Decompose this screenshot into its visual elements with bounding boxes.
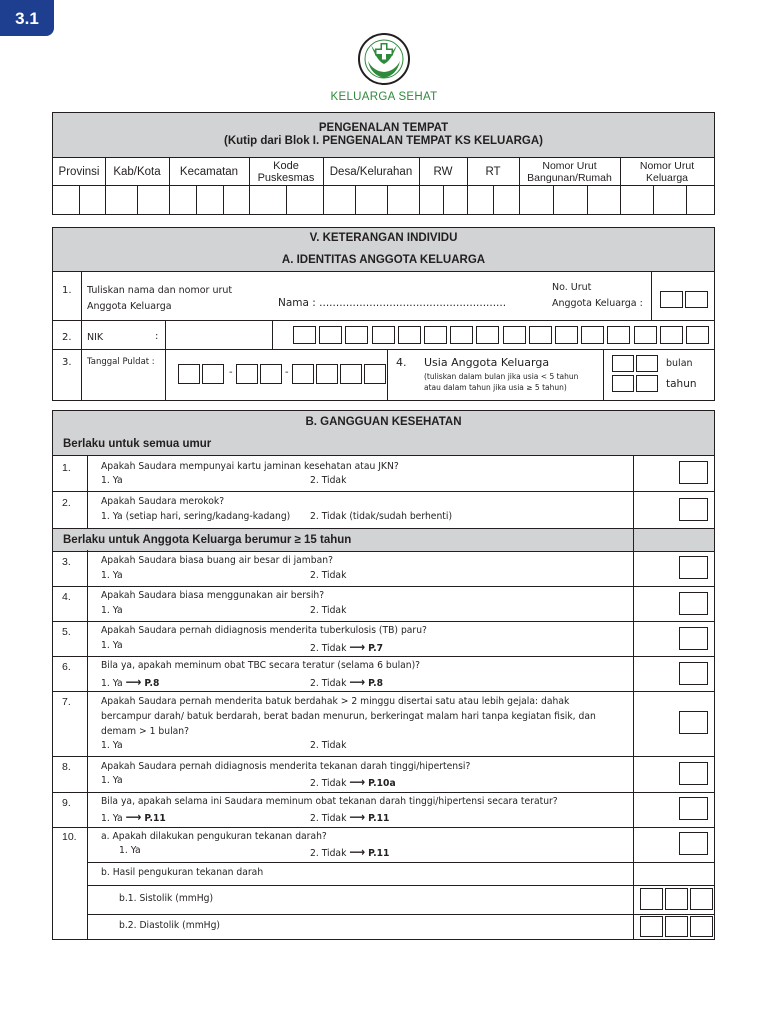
section-15-plus: Berlaku untuk Anggota Keluarga berumur ≥ 15 tahun xyxy=(53,528,714,552)
gangguan-title: B. GANGGUAN KESEHATAN xyxy=(53,411,714,434)
col-nomor-urut-keluarga: Nomor Urut Keluarga xyxy=(639,160,695,184)
nik-digit-box[interactable] xyxy=(607,326,630,344)
no-urut-box-1[interactable] xyxy=(660,291,683,308)
q2-option-tidak: 2. Tidak (tidak/sudah berhenti) xyxy=(310,511,453,522)
page-number-tag: 3.1 xyxy=(0,0,54,36)
q2-answer-box[interactable] xyxy=(679,498,708,521)
nik-digit-box[interactable] xyxy=(293,326,316,344)
q1-answer-box[interactable] xyxy=(679,461,708,484)
q5-option-ya: 1. Ya xyxy=(101,640,123,651)
usia-note-2: atau dalam tahun jika usia ≥ 5 tahun) xyxy=(424,383,567,392)
q7-number: 7. xyxy=(62,696,71,708)
date-digit-box[interactable] xyxy=(178,364,200,384)
q7-text-line3: demam > 1 bulan? xyxy=(101,726,189,737)
date-dash-2: - xyxy=(285,367,289,378)
date-dash-1: - xyxy=(229,367,233,378)
q3-option-ya: 1. Ya xyxy=(101,570,123,581)
q6-tidak-label: 2. Tidak xyxy=(310,678,347,689)
tempat-subtitle: (Kutip dari Blok I. PENGENALAN TEMPAT KS KELUARGA) xyxy=(223,135,544,147)
q9-option-ya xyxy=(101,810,166,824)
q2-text: Apakah Saudara merokok? xyxy=(101,496,225,507)
q7-answer-box[interactable] xyxy=(679,711,708,734)
q8-text: Apakah Saudara pernah didiagnosis menderita tekanan darah tinggi/hipertensi? xyxy=(101,761,471,772)
q7-option-tidak: 2. Tidak xyxy=(310,740,347,751)
q10a-skip-target: P.11 xyxy=(368,848,390,859)
nik-digit-box[interactable] xyxy=(319,326,342,344)
q9-ya-skip-target: P.11 xyxy=(144,813,166,824)
q1-number: 1. xyxy=(62,462,71,474)
q3-answer-box[interactable] xyxy=(679,556,708,579)
col-kabkota: Kab/Kota xyxy=(113,166,161,178)
q9-tidak-skip-target: P.11 xyxy=(368,813,390,824)
tanggal-puldat-label: Tanggal Puldat : xyxy=(87,357,155,367)
gangguan-kesehatan-table xyxy=(52,410,715,940)
q4-option-tidak: 2. Tidak xyxy=(310,605,347,616)
no-urut-box-2[interactable] xyxy=(685,291,708,308)
col-nomor-urut-bangunan: Nomor Urut Bangunan/Rumah xyxy=(527,160,612,184)
q4-answer-box[interactable] xyxy=(679,592,708,615)
q2-option-ya: 1. Ya (setiap hari, sering/kadang-kadang) xyxy=(101,511,291,522)
q6-ya-label: 1. Ya xyxy=(101,678,123,689)
q3-text: Apakah Saudara biasa buang air besar di jamban? xyxy=(101,555,333,566)
q3-option-tidak: 2. Tidak xyxy=(310,570,347,581)
q6-number: 6. xyxy=(62,661,71,673)
tempat-title: PENGENALAN TEMPAT xyxy=(318,122,449,134)
date-digit-box[interactable] xyxy=(202,364,224,384)
diastolik-box-3[interactable] xyxy=(690,916,713,937)
nik-colon: : xyxy=(155,331,159,342)
anggota-keluarga-label: Anggota Keluarga : xyxy=(552,298,643,309)
nik-digit-box[interactable] xyxy=(686,326,709,344)
q9-answer-box[interactable] xyxy=(679,797,708,820)
q10b1-label: b.1. Sistolik (mmHg) xyxy=(119,893,214,904)
q4-number: 4. xyxy=(62,591,71,603)
usia-label: Usia Anggota Keluarga xyxy=(424,356,550,369)
nik-digit-box[interactable] xyxy=(634,326,657,344)
date-digit-box[interactable] xyxy=(364,364,386,384)
row2-number: 2. xyxy=(62,332,72,343)
q8-option-ya: 1. Ya xyxy=(101,775,123,786)
q9-text: Bila ya, apakah selama ini Saudara meminum obat tekanan darah tinggi/hipertensi secara teratur? xyxy=(101,796,558,807)
nik-digit-box[interactable] xyxy=(660,326,683,344)
col-desa-kelurahan: Desa/Kelurahan xyxy=(329,166,413,178)
q6-ya-skip-target: P.8 xyxy=(144,678,160,689)
q4-option-ya: 1. Ya xyxy=(101,605,123,616)
q10b-text: b. Hasil pengukuran tekanan darah xyxy=(101,867,264,878)
keterangan-individu-table xyxy=(52,227,715,401)
q9-ya-label: 1. Ya xyxy=(101,813,123,824)
col-kode-puskesmas: Kode Puskesmas xyxy=(257,160,315,184)
date-digit-box[interactable] xyxy=(340,364,362,384)
q10a-text: a. Apakah dilakukan pengukuran tekanan darah? xyxy=(101,831,327,842)
nik-digit-box[interactable] xyxy=(345,326,368,344)
q6-option-tidak xyxy=(310,675,383,689)
row3-number: 3. xyxy=(62,357,72,368)
nik-digit-box[interactable] xyxy=(503,326,526,344)
date-digit-box[interactable] xyxy=(236,364,258,384)
nik-digit-box[interactable] xyxy=(450,326,473,344)
q2-number: 2. xyxy=(62,497,71,509)
q4-text: Apakah Saudara biasa menggunakan air bersih? xyxy=(101,590,325,601)
bulan-label: bulan xyxy=(666,358,693,369)
q10-number: 10. xyxy=(62,831,77,843)
q5-option-tidak xyxy=(310,640,383,654)
tahun-label: tahun xyxy=(666,378,697,390)
q8-option-tidak xyxy=(310,775,396,789)
q1-text: Apakah Saudara mempunyai kartu jaminan kesehatan atau JKN? xyxy=(101,461,399,472)
skip-arrow-icon: ⟶ xyxy=(349,810,366,824)
q7-text-line1: Apakah Saudara pernah menderita batuk berdahak > 2 minggu disertai satu atau lebih gejala: dahak xyxy=(101,696,570,707)
nik-label: NIK xyxy=(87,332,104,343)
nik-digit-box[interactable] xyxy=(529,326,552,344)
date-digit-box[interactable] xyxy=(260,364,282,384)
diastolik-box-2[interactable] xyxy=(665,916,688,937)
nik-digit-box[interactable] xyxy=(581,326,604,344)
sistolik-box-1[interactable] xyxy=(640,888,663,910)
skip-arrow-icon: ⟶ xyxy=(125,810,142,824)
q10b2-label: b.2. Diastolik (mmHg) xyxy=(119,920,220,931)
col-kecamatan: Kecamatan xyxy=(179,166,239,178)
q5-tidak-label: 2. Tidak xyxy=(310,643,347,654)
usia-bulan-box-2[interactable] xyxy=(636,355,658,372)
brand-name: KELUARGA SEHAT xyxy=(330,91,438,103)
skip-arrow-icon: ⟶ xyxy=(125,675,142,689)
row1-number: 1. xyxy=(62,285,72,296)
usia-tahun-box-1[interactable] xyxy=(612,375,634,392)
usia-tahun-box-2[interactable] xyxy=(636,375,658,392)
tempat-header xyxy=(53,113,714,158)
usia-bulan-box-1[interactable] xyxy=(612,355,634,372)
q8-number: 8. xyxy=(62,761,71,773)
col-provinsi: Provinsi xyxy=(58,166,100,178)
date-digit-box[interactable] xyxy=(292,364,314,384)
skip-arrow-icon: ⟶ xyxy=(349,845,366,859)
q10a-option-tidak xyxy=(310,845,389,859)
q6-option-ya xyxy=(101,675,159,689)
row4-number: 4. xyxy=(396,356,407,369)
sistolik-box-3[interactable] xyxy=(690,888,713,910)
q10a-answer-box[interactable] xyxy=(679,832,708,855)
q9-number: 9. xyxy=(62,797,71,809)
nik-digit-box[interactable] xyxy=(476,326,499,344)
nik-digit-box[interactable] xyxy=(372,326,395,344)
col-rt: RT xyxy=(485,166,501,178)
usia-note-1: (tuliskan dalam bulan jika usia < 5 tahun xyxy=(424,372,579,381)
q6-tidak-skip-target: P.8 xyxy=(368,678,384,689)
q5-text: Apakah Saudara pernah didiagnosis menderita tuberkulosis (TB) paru? xyxy=(101,625,427,636)
q5-answer-box[interactable] xyxy=(679,627,708,650)
q9-option-tidak xyxy=(310,810,389,824)
skip-arrow-icon: ⟶ xyxy=(349,640,366,654)
nama-field[interactable]: Nama : ........................................................ xyxy=(278,297,507,309)
date-digit-box[interactable] xyxy=(316,364,338,384)
row1-label: Tuliskan nama dan nomor urut Anggota Keluarga xyxy=(87,285,233,312)
no-urut-label: No. Urut xyxy=(552,282,592,293)
section-all-ages: Berlaku untuk semua umur xyxy=(53,433,714,456)
q7-option-ya: 1. Ya xyxy=(101,740,123,751)
pengenalan-tempat-table xyxy=(52,112,715,215)
q8-answer-box[interactable] xyxy=(679,762,708,785)
individu-title: V. KETERANGAN INDIVIDU xyxy=(53,228,714,250)
q1-option-ya: 1. Ya xyxy=(101,475,123,486)
skip-arrow-icon: ⟶ xyxy=(349,675,366,689)
q7-text-line2: bercampur darah/ batuk berdarah, berat badan menurun, berkeringat malam hari tanpa kegiatan fisik, dan xyxy=(101,711,596,722)
q8-skip-target: P.10a xyxy=(368,778,396,789)
q5-skip-target: P.7 xyxy=(368,643,384,654)
col-rw: RW xyxy=(433,166,453,178)
q9-tidak-label: 2. Tidak xyxy=(310,813,347,824)
sistolik-box-2[interactable] xyxy=(665,888,688,910)
q6-answer-box[interactable] xyxy=(679,662,708,685)
diastolik-box-1[interactable] xyxy=(640,916,663,937)
q8-tidak-label: 2. Tidak xyxy=(310,778,347,789)
nik-digit-box[interactable] xyxy=(398,326,421,344)
bakti-husada-logo xyxy=(357,31,411,87)
q10a-tidak-label: 2. Tidak xyxy=(310,848,347,859)
q10a-option-ya: 1. Ya xyxy=(119,845,141,856)
skip-arrow-icon: ⟶ xyxy=(349,775,366,789)
nik-digit-box[interactable] xyxy=(424,326,447,344)
q5-number: 5. xyxy=(62,626,71,638)
q3-number: 3. xyxy=(62,556,71,568)
q1-option-tidak: 2. Tidak xyxy=(310,475,347,486)
nik-digit-box[interactable] xyxy=(555,326,578,344)
individu-subtitle: A. IDENTITAS ANGGOTA KELUARGA xyxy=(53,249,714,272)
q6-text: Bila ya, apakah meminum obat TBC secara teratur (selama 6 bulan)? xyxy=(101,660,421,671)
